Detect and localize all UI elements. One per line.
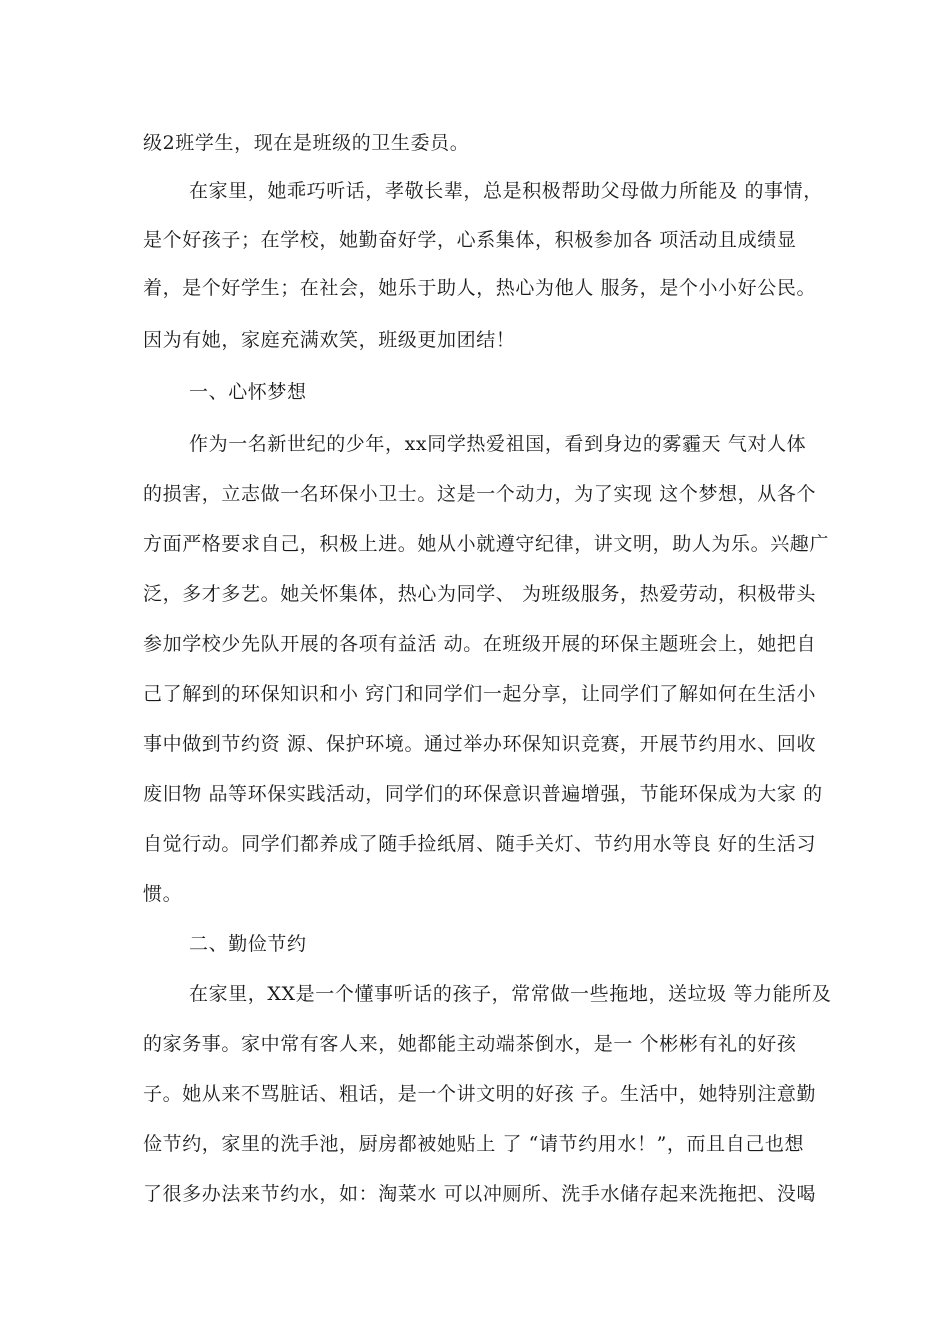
paragraph-line: 着，是个好学生；在社会，她乐于助人，热心为他人 服务，是个小小好公民。 [143, 277, 817, 299]
paragraph-line: 是个好孩子；在学校，她勤奋好学，心系集体，积极参加各 项活动且成绩显 [143, 229, 797, 251]
paragraph-line: 因为有她，家庭充满欢笑，班级更加团结！ [143, 329, 516, 351]
paragraph-line: 俭节约，家里的洗手池，厨房都被她贴上 了 “请节约用水！”，而且自己也想 [143, 1133, 805, 1155]
section-heading: 二、勤俭节约 [189, 933, 307, 955]
paragraph-line: 己了解到的环保知识和小 窍门和同学们一起分享，让同学们了解如何在生活小 [143, 683, 817, 705]
paragraph-line: 的损害，立志做一名环保小卫士。这是一个动力，为了实现 这个梦想，从各个 [143, 483, 817, 505]
paragraph-line: 废旧物 品等环保实践活动，同学们的环保意识普遍增强，节能环保成为大家 的 [143, 783, 823, 805]
paragraph-line: 了很多办法来节约水，如：淘菜水 可以冲厕所、洗手水储存起来洗拖把、没喝 [143, 1183, 817, 1205]
paragraph-line: 惯。 [143, 883, 183, 905]
paragraph-line: 自觉行动。同学们都养成了随手捡纸屑、随手关灯、节约用水等良 好的生活习 [143, 833, 817, 855]
paragraph-line: 在家里，她乖巧听话，孝敬长辈，总是积极帮助父母做力所能及 的事情， [189, 180, 823, 202]
paragraph-line: 在家里，XX是一个懂事听话的孩子，常常做一些拖地，送垃圾 等力能所及 [189, 983, 832, 1005]
paragraph-line: 参加学校少先队开展的各项有益活 动。在班级开展的环保主题班会上，她把自 [143, 633, 817, 655]
paragraph-line: 子。她从来不骂脏话、粗话，是一个讲文明的好孩 子。生活中，她特别注意勤 [143, 1083, 817, 1105]
paragraph-line: 作为一名新世纪的少年，xx同学热爱祖国，看到身边的雾霾天 气对人体 [189, 433, 807, 455]
paragraph-line: 事中做到节约资 源、保护环境。通过举办环保知识竞赛，开展节约用水、回收 [143, 733, 817, 755]
paragraph-line: 方面严格要求自己，积极上进。她从小就遵守纪律，讲文明，助人为乐。兴趣广 [143, 533, 830, 555]
paragraph-line: 的家务事。家中常有客人来，她都能主动端茶倒水，是一 个彬彬有礼的好孩 [143, 1033, 797, 1055]
paragraph-line: 泛，多才多艺。她关怀集体，热心为同学、 为班级服务，热爱劳动，积极带头 [143, 583, 817, 605]
paragraph-line: 级2班学生，现在是班级的卫生委员。 [143, 132, 470, 154]
section-heading: 一、心怀梦想 [189, 381, 307, 403]
